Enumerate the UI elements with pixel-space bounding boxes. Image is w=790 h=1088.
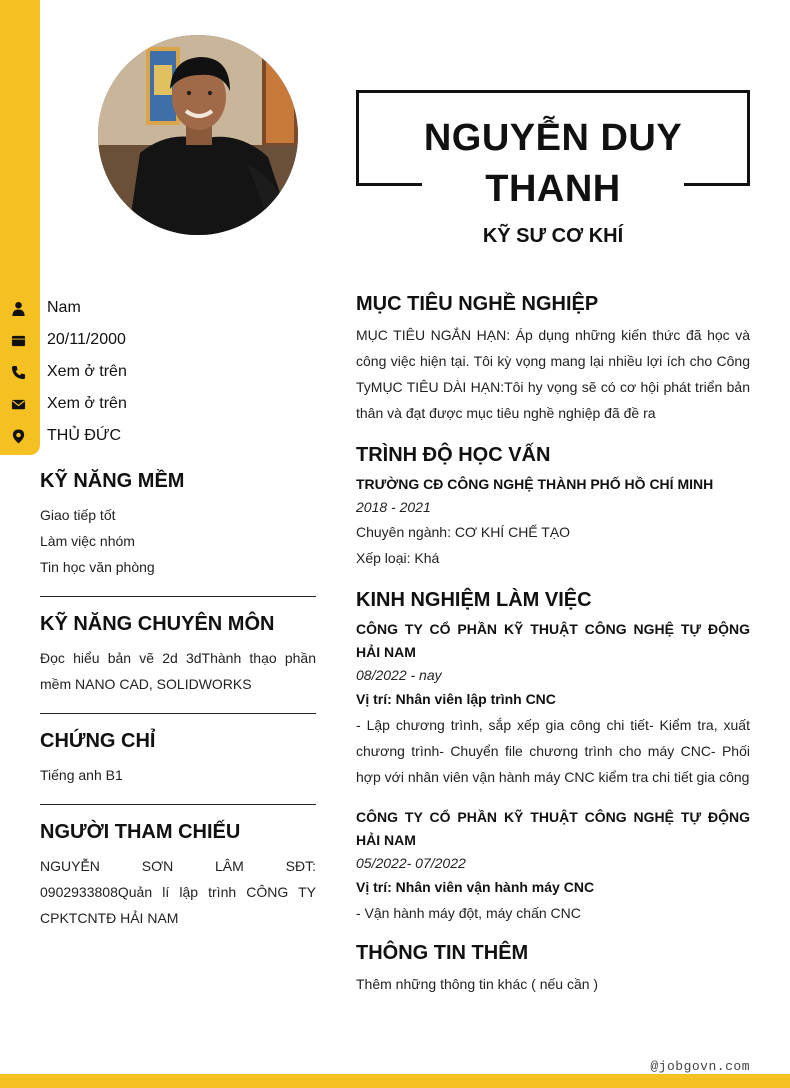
education-period: 2018 - 2021 — [356, 499, 431, 515]
experience-description: - Vận hành máy đột, máy chấn CNC — [356, 905, 581, 921]
soft-skills-title: KỸ NĂNG MỀM — [40, 470, 185, 492]
experience-title: KINH NGHIỆM LÀM VIỆC — [356, 589, 592, 611]
objective-section — [356, 293, 750, 426]
info-email-text: Xem ở trên — [47, 395, 127, 412]
extra-title: THÔNG TIN THÊM — [356, 942, 529, 964]
avatar-photo — [98, 35, 298, 235]
full-name: NGUYỄN DUY THANH — [423, 117, 683, 210]
info-gender — [0, 292, 320, 324]
mail-icon — [0, 397, 36, 412]
experience-role: Vị trí: Nhân viên vận hành máy CNC — [356, 879, 595, 895]
left-column — [40, 470, 316, 931]
experience-company: CÔNG TY CỔ PHẦN KỸ THUẬT CÔNG NGHỆ TỰ ĐỘNG HẢI NAM — [356, 809, 750, 848]
info-phone — [0, 356, 320, 388]
personal-info — [0, 292, 320, 452]
info-email — [0, 388, 320, 420]
education-section — [356, 444, 750, 571]
pro-skills-title: KỸ NĂNG CHUYÊN MÔN — [40, 613, 275, 635]
info-phone-text: Xem ở trên — [47, 363, 127, 380]
info-birthday — [0, 324, 320, 356]
certificates-section — [40, 730, 316, 788]
info-address-text: THỦ ĐỨC — [47, 427, 122, 444]
experience-period: 08/2022 - nay — [356, 667, 442, 683]
phone-icon — [0, 365, 36, 380]
bottom-accent-bar — [0, 1074, 790, 1088]
info-gender-text: Nam — [47, 299, 81, 316]
objective-title: MỤC TIÊU NGHỀ NGHIỆP — [356, 293, 599, 315]
references-text: NGUYỄN SƠN LÂM SĐT: 0902933808Quản lí lập trình CÔNG TY CPKTCNTĐ HẢI NAM — [40, 858, 316, 926]
person-icon — [0, 301, 36, 316]
section-divider — [40, 596, 316, 597]
extra-section — [356, 942, 750, 997]
experience-company: CÔNG TY CỔ PHẦN KỸ THUẬT CÔNG NGHỆ TỰ ĐỘNG HẢI NAM — [356, 621, 750, 660]
experience-section — [356, 589, 750, 926]
avatar — [98, 35, 298, 235]
soft-skill-item: Làm việc nhóm — [40, 533, 135, 549]
education-grade: Xếp loại: Khá — [356, 550, 440, 566]
certificates-text: Tiếng anh B1 — [40, 767, 123, 783]
experience-entry — [356, 806, 750, 926]
location-icon — [0, 429, 36, 444]
experience-role: Vị trí: Nhân viên lập trình CNC — [356, 691, 556, 707]
pro-skills-section — [40, 613, 316, 697]
experience-period: 05/2022- 07/2022 — [356, 855, 466, 871]
objective-text: MỤC TIÊU NGẮN HẠN: Áp dụng những kiến thức đã học và công việc hiện tại. Tôi kỳ vọng mang lại nhiều lợi ích cho Công TyMỤC TIÊU DÀI HẠN:Tôi hy vọng sẽ có cơ hội phát triển bản thân và đạt được mục tiêu nghề nghiệp đã đề ra — [356, 327, 750, 421]
experience-entry — [356, 618, 750, 790]
section-divider — [40, 804, 316, 805]
job-title: KỸ SƯ CƠ KHÍ — [482, 225, 624, 247]
info-birthday-text: 20/11/2000 — [47, 331, 126, 348]
references-section — [40, 821, 316, 931]
calendar-icon — [0, 333, 36, 348]
soft-skill-item: Giao tiếp tốt — [40, 507, 116, 523]
right-column — [356, 293, 750, 1015]
watermark: @jobgovn.com — [650, 1059, 750, 1074]
info-address — [0, 420, 320, 452]
section-divider — [40, 713, 316, 714]
pro-skills-text: Đọc hiểu bản vẽ 2d 3dThành thạo phần mềm NANO CAD, SOLIDWORKS — [40, 650, 316, 692]
references-title: NGƯỜI THAM CHIẾU — [40, 821, 241, 843]
education-title: TRÌNH ĐỘ HỌC VẤN — [356, 444, 551, 466]
experience-description: - Lập chương trình, sắp xếp gia công chi tiết- Kiểm tra, xuất chương trình- Chuyển file chương trình cho máy CNC- Phối hợp với nhân viên vận hành máy CNC kiểm tra chi tiết gia công — [356, 717, 750, 785]
soft-skill-item: Tin học văn phòng — [40, 559, 155, 575]
soft-skills-section — [40, 470, 316, 580]
certificates-title: CHỨNG CHỈ — [40, 730, 156, 752]
education-major: Chuyên ngành: CƠ KHÍ CHẾ TẠO — [356, 524, 571, 540]
education-school: TRƯỜNG CĐ CÔNG NGHỆ THÀNH PHỐ HỒ CHÍ MINH — [356, 476, 714, 492]
extra-text: Thêm những thông tin khác ( nếu cần ) — [356, 976, 599, 992]
